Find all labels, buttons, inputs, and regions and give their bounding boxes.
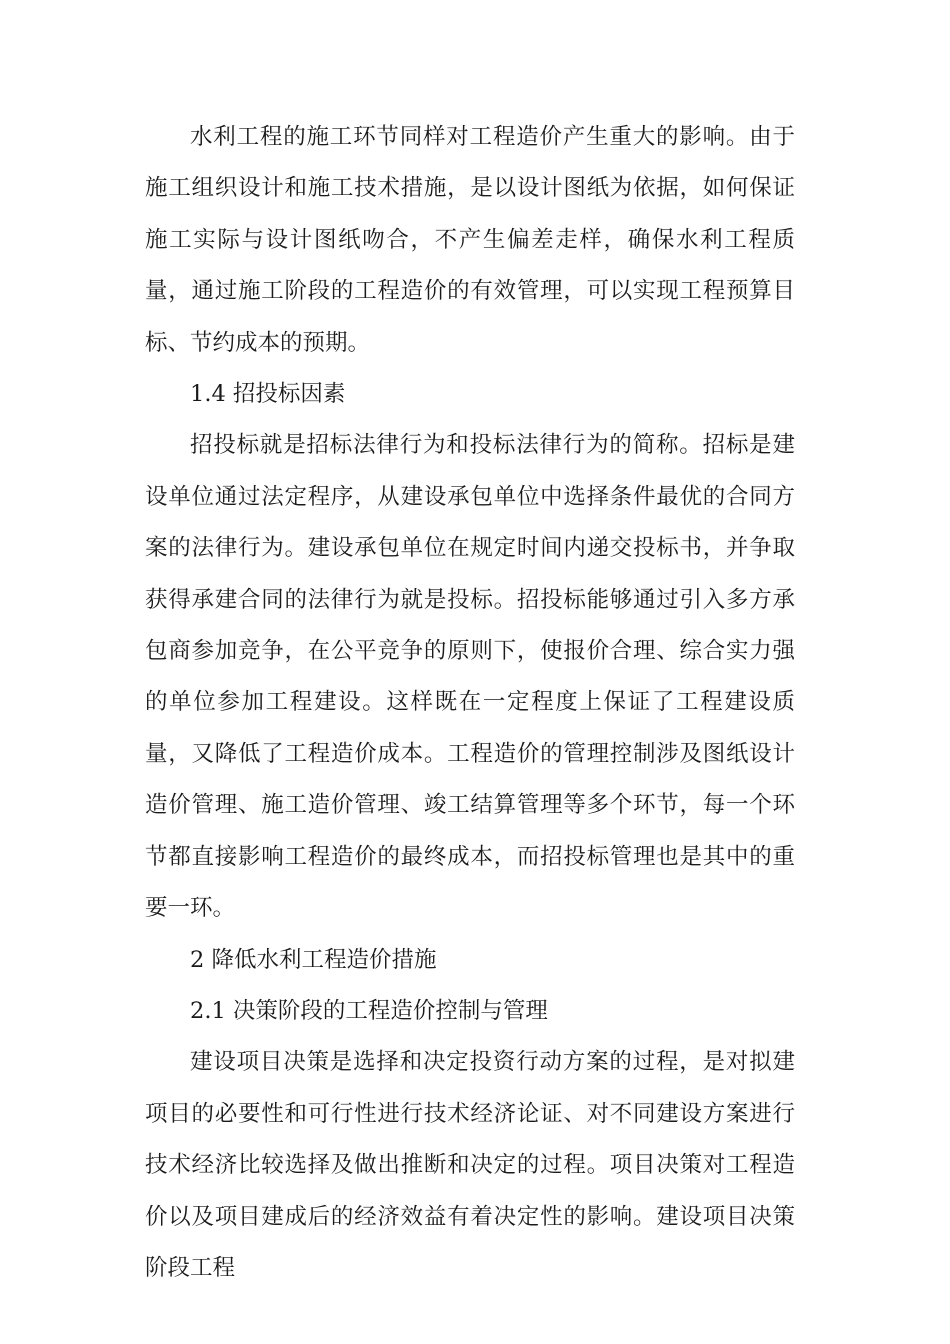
section-heading-2-1: 2.1 决策阶段的工程造价控制与管理 — [190, 997, 548, 1024]
paragraph-construction-impact: 水利工程的施工环节同样对工程造价产生重大的影响。由于施工组织设计和施工技术措施，是以设计图纸为依据，如何保证施工实际与设计图纸吻合，不产生偏差走样，确保水利工程质量，通过施工阶段的工程造价的有效管理，可以实现工程预算目标、节约成本的预期。 — [145, 124, 795, 356]
paragraph-bidding: 招投标就是招标法律行为和投标法律行为的简称。招标是建设单位通过法定程序，从建设承包单位中选择条件最优的合同方案的法律行为。建设承包单位在规定时间内递交投标书，并争取获得承建合同的法律行为就是投标。招投标能够通过引入多方承包商参加竞争，在公平竞争的原则下，使报价合理、综合实力强的单位参加工程建设。这样既在一定程度上保证了工程建设质量，又降低了工程造价成本。工程造价的管理控制涉及图纸设计造价管理、施工造价管理、竣工结算管理等多个环节，每一个环节都直接影响工程造价的最终成本，而招投标管理也是其中的重要一环。 — [145, 432, 795, 922]
paragraph-decision-stage: 建设项目决策是选择和决定投资行动方案的过程，是对拟建项目的必要性和可行性进行技术经济论证、对不同建设方案进行技术经济比较选择及做出推断和决定的过程。项目决策对工程造价以及项目建成后的经济效益有着决定性的影响。建设项目决策阶段工程 — [145, 1049, 795, 1281]
section-heading-1-4: 1.4 招投标因素 — [190, 381, 346, 408]
document-body — [145, 112, 795, 1294]
section-heading-2: 2 降低水利工程造价措施 — [190, 946, 437, 973]
